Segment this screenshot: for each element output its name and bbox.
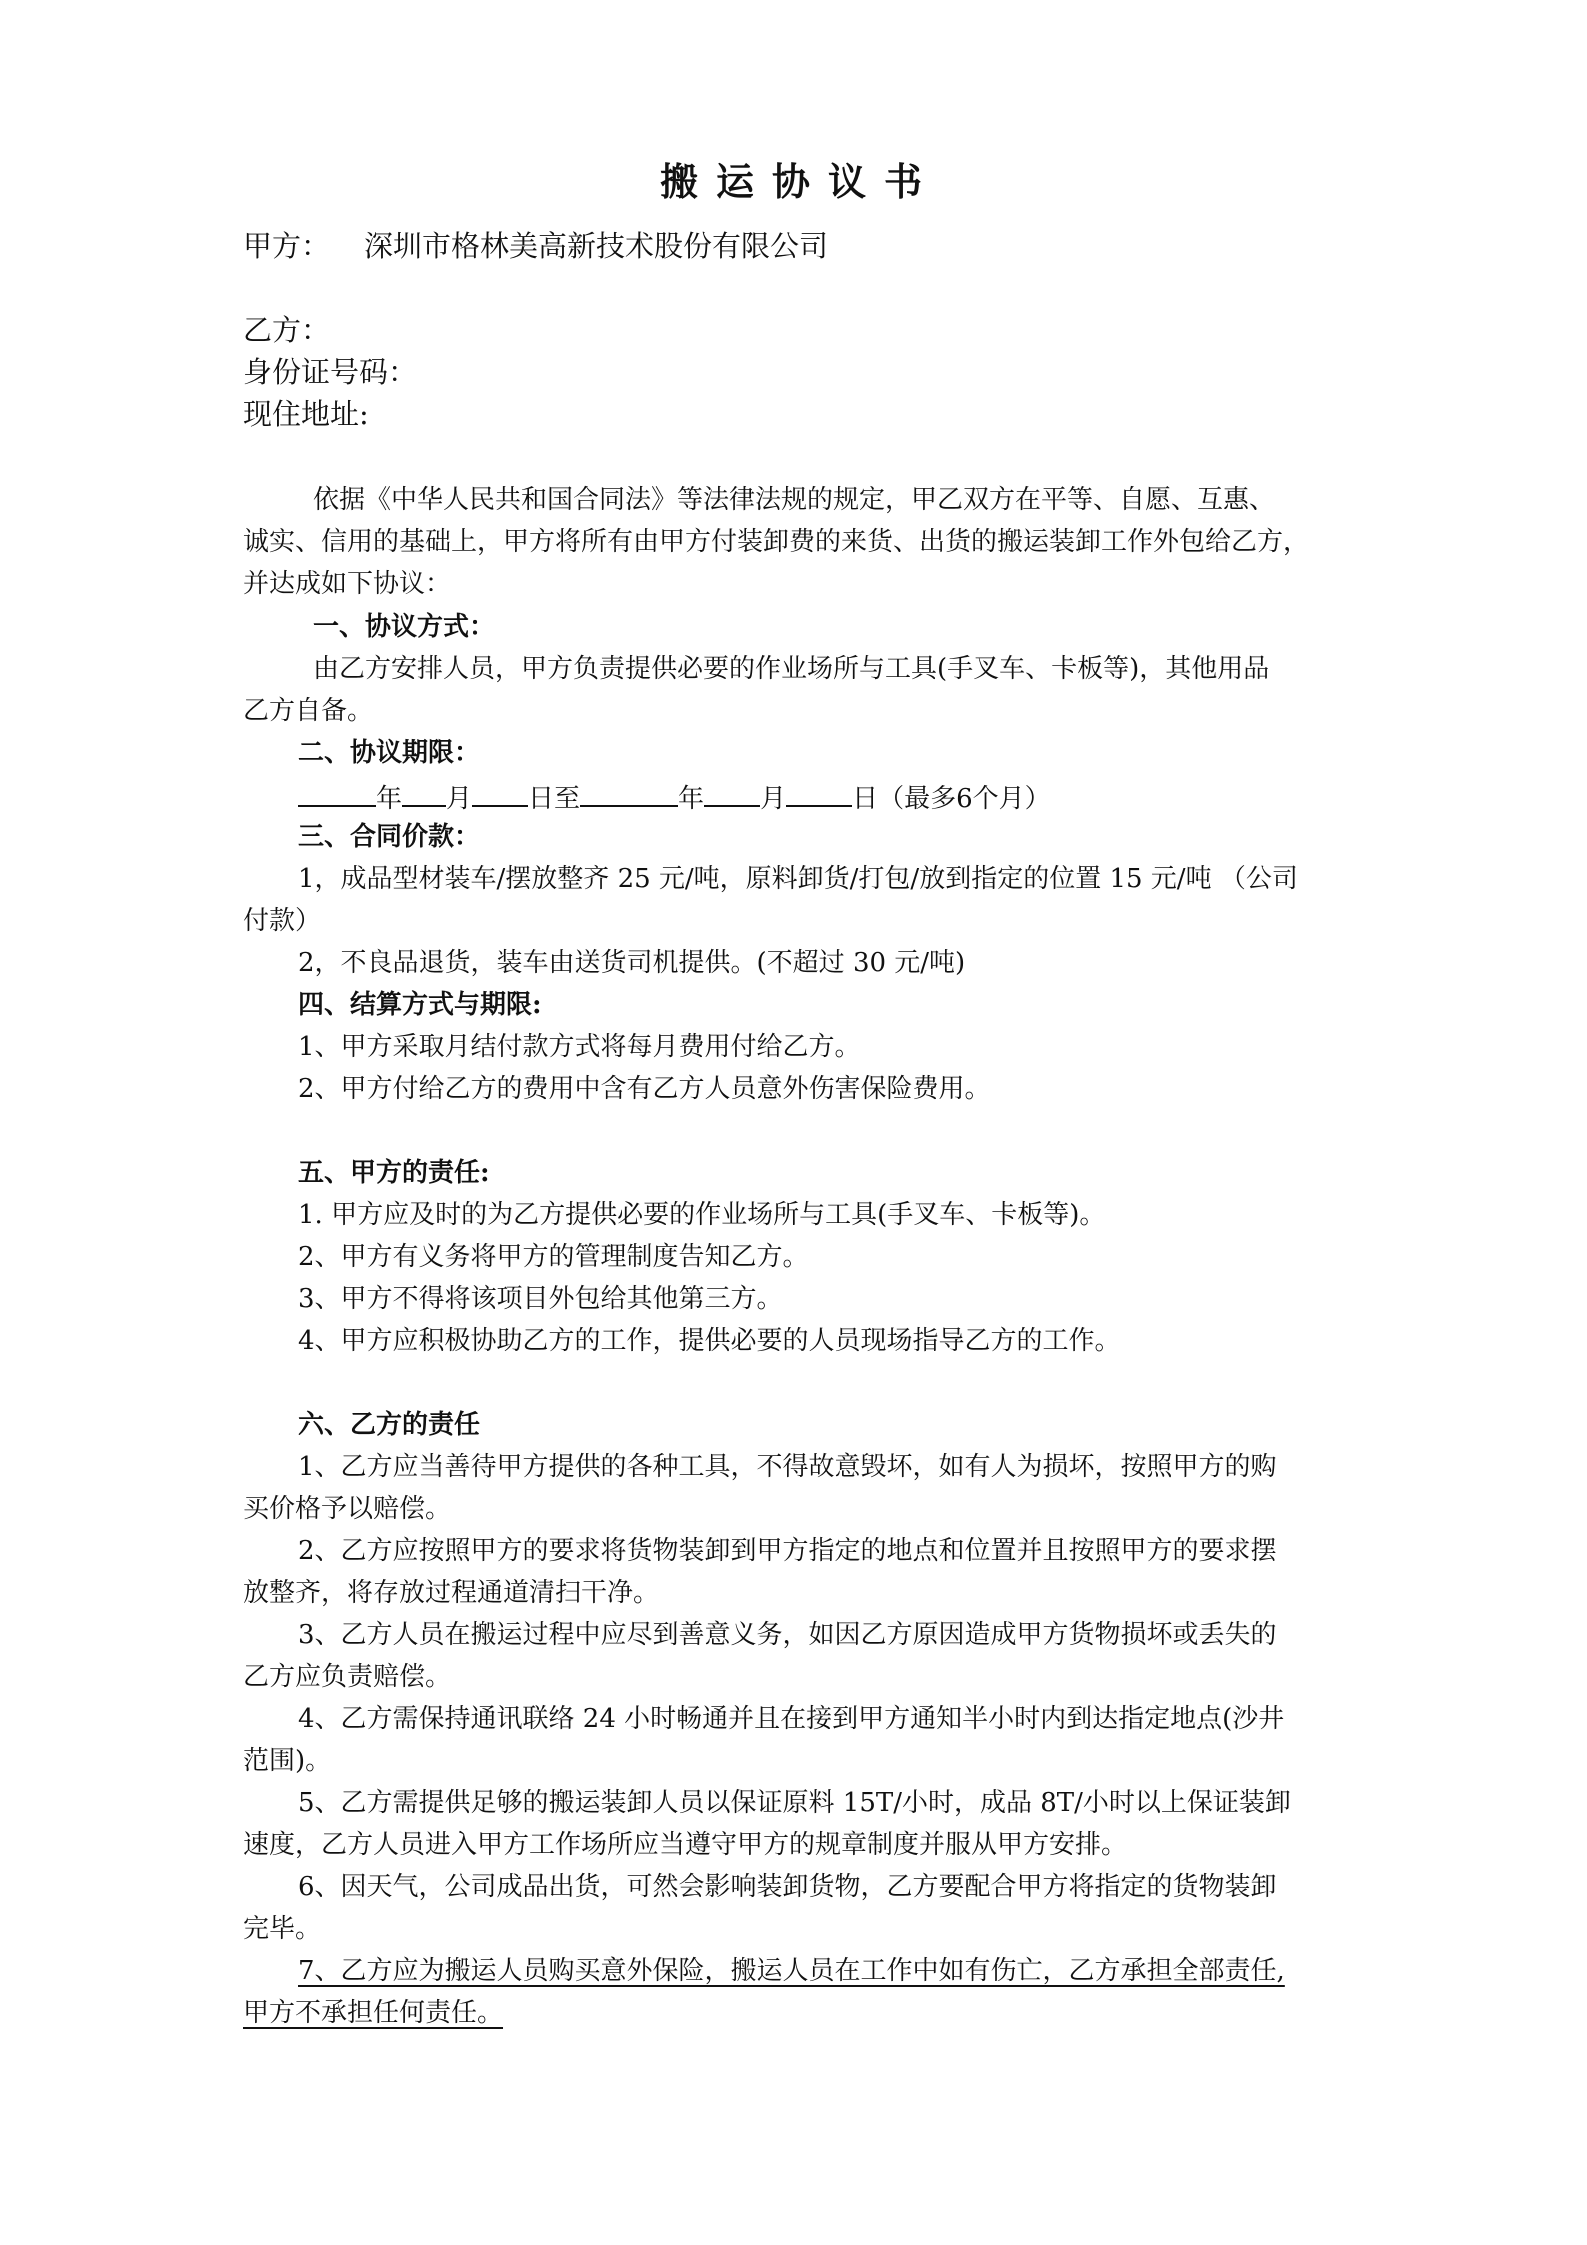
section-6-line-2: 买价格予以赔偿。 (243, 1494, 452, 1524)
section-6-line-8: 范围)。 (243, 1746, 332, 1776)
intro-line-3: 并达成如下协议： (243, 569, 452, 599)
intro-line-2: 诚实、信用的基础上，甲方将所有由甲方付装卸费的来货、出货的搬运装卸工作外包给乙方， (243, 527, 1310, 557)
term-note: （最多6个月） (878, 784, 1051, 814)
section-2-heading: 二、协议期限： (298, 738, 481, 768)
section-5-line-3: 3、甲方不得将该项目外包给其他第三方。 (298, 1284, 783, 1314)
section-5-heading: 五、甲方的责任: (298, 1158, 490, 1188)
section-3-line-3: 2，不良品退货，装车由送货司机提供。(不超过 30 元/吨) (298, 948, 966, 978)
term-year-label: 年 (376, 784, 403, 814)
section-6-line-11: 6、因天气，公司成品出货，可然会影响装卸货物，乙方要配合甲方将指定的货物装卸 (298, 1872, 1277, 1902)
section-6-line-13: 7、乙方应为搬运人员购买意外保险，搬运人员在工作中如有伤亡，乙方承担全部责任, (298, 1956, 1285, 1986)
blank-start-month[interactable] (402, 779, 446, 807)
blank-end-month[interactable] (704, 779, 760, 807)
intro-line-1: 依据《中华人民共和国合同法》等法律法规的规定，甲乙双方在平等、自愿、互惠、 (313, 485, 1276, 515)
section-4-line-2: 2、甲方付给乙方的费用中含有乙方人员意外伤害保险费用。 (298, 1074, 991, 1104)
blank-end-day[interactable] (786, 779, 852, 807)
blank-end-year[interactable] (580, 779, 678, 807)
section-6-line-6: 乙方应负责赔偿。 (243, 1662, 452, 1692)
section-6-line-3: 2、乙方应按照甲方的要求将货物装卸到甲方指定的地点和位置并且按照甲方的要求摆 (298, 1536, 1277, 1566)
party-a-name: 深圳市格林美高新技术股份有限公司 (364, 229, 829, 263)
section-5-line-1: 1. 甲方应及时的为乙方提供必要的作业场所与工具(手叉车、卡板等)。 (298, 1200, 1106, 1230)
section-6-line-12: 完毕。 (243, 1914, 322, 1944)
party-b-label: 乙方： (243, 313, 331, 347)
section-1-line-1: 由乙方安排人员，甲方负责提供必要的作业场所与工具(手叉车、卡板等)，其他用品 (313, 654, 1270, 684)
section-5-line-2: 2、甲方有义务将甲方的管理制度告知乙方。 (298, 1242, 809, 1272)
party-a-label: 甲方： (243, 229, 331, 263)
party-a-line (243, 228, 828, 264)
section-6-line-9: 5、乙方需提供足够的搬运装卸人员以保证原料 15T/小时，成品 8T/小时以上保证装卸 (298, 1788, 1291, 1818)
section-6-heading: 六、乙方的责任 (298, 1410, 481, 1440)
blank-start-day[interactable] (472, 779, 528, 807)
term-month-label: 月 (446, 784, 473, 814)
section-6-line-10: 速度，乙方人员进入甲方工作场所应当遵守甲方的规章制度并服从甲方安排。 (243, 1830, 1128, 1860)
section-6-line-5: 3、乙方人员在搬运过程中应尽到善意义务，如因乙方原因造成甲方货物损坏或丢失的 (298, 1620, 1277, 1650)
term-month-label-2: 月 (760, 784, 787, 814)
section-3-heading: 三、合同价款： (298, 822, 481, 852)
term-day-to-label: 日至 (528, 784, 581, 814)
section-6-line-7: 4、乙方需保持通讯联络 24 小时畅通并且在接到甲方通知半小时内到达指定地点(沙井 (298, 1704, 1285, 1734)
section-6-line-1: 1、乙方应当善待甲方提供的各种工具，不得故意毁坏，如有人为损坏，按照甲方的购 (298, 1452, 1277, 1482)
section-6-line-14: 甲方不承担任何责任。 (243, 1998, 504, 2028)
term-year-label-2: 年 (678, 784, 705, 814)
term-line (298, 779, 1051, 815)
section-6-line-4: 放整齐，将存放过程通道清扫干净。 (243, 1578, 660, 1608)
section-1-line-2: 乙方自备。 (243, 696, 374, 726)
section-3-line-1: 1，成品型材装车/摆放整齐 25 元/吨，原料卸货/打包/放到指定的位置 15 元/吨 （公司 (298, 864, 1298, 894)
section-4-heading: 四、结算方式与期限: (298, 990, 542, 1020)
section-3-line-2: 付款） (243, 906, 322, 936)
section-5-line-4: 4、甲方应积极协助乙方的工作，提供必要的人员现场指导乙方的工作。 (298, 1326, 1121, 1356)
id-number-label: 身份证号码： (243, 355, 418, 389)
section-1-heading: 一、协议方式： (313, 612, 496, 642)
blank-start-year[interactable] (298, 779, 376, 807)
section-4-line-1: 1、甲方采取月结付款方式将每月费用付给乙方。 (298, 1032, 861, 1062)
term-day-label: 日 (852, 784, 879, 814)
document-title: 搬运协议书 (660, 159, 941, 204)
address-label: 现住地址: (243, 397, 369, 431)
